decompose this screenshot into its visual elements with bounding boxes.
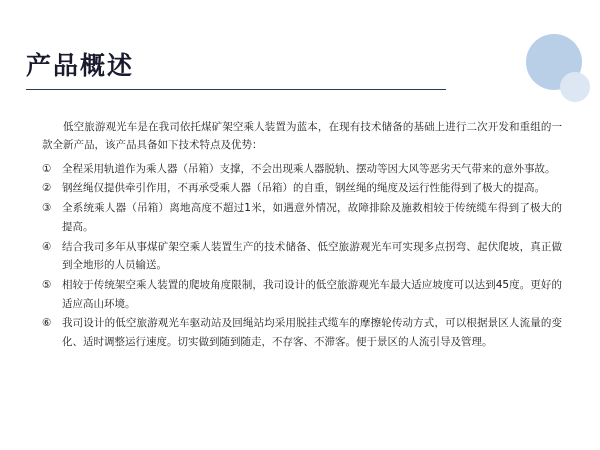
list-marker: ③ — [42, 202, 52, 215]
title-block — [26, 52, 446, 90]
title-underline — [26, 89, 446, 90]
page-title: 产品概述 — [26, 51, 135, 80]
list-marker: ⑥ — [42, 317, 52, 330]
list-item — [42, 314, 562, 351]
intro-paragraph: 低空旅游观光车是在我司依托煤矿架空乘人装置为蓝本，在现有技术储备的基础上进行二次开发和重组的一款全新产品，该产品具备如下技术特点及优势： — [42, 121, 562, 152]
list-marker: ② — [42, 182, 52, 195]
list-marker: ① — [42, 162, 52, 175]
feature-list — [42, 160, 562, 352]
body-content — [42, 118, 562, 353]
list-item-text: 全系统乘人器（吊箱）离地高度不超过1米，如遇意外情况，故障排除及施救相较于传统缆车得到了极大的提高。 — [62, 202, 562, 233]
list-item — [42, 179, 562, 198]
list-marker: ④ — [42, 240, 52, 253]
list-item-text: 结合我司多年从事煤矿架空乘人装置生产的技术储备、低空旅游观光车可实现多点拐弯、起伏爬坡，真正做到全地形的人员输送。 — [62, 240, 562, 272]
decorative-circles — [460, 0, 600, 120]
list-item-text: 钢丝绳仅提供牵引作用，不再承受乘人器（吊箱）的自重，钢丝绳的绳度及运行性能得到了极大的提高。 — [62, 182, 545, 195]
list-item — [42, 276, 562, 313]
list-item-text: 相较于传统架空乘人装置的爬坡角度限制，我司设计的低空旅游观光车最大适应坡度可以达到45度。更好的适应高山环境。 — [62, 278, 562, 310]
list-item — [42, 238, 562, 275]
list-marker: ⑤ — [42, 278, 52, 291]
list-item — [42, 160, 562, 179]
circle-large-icon — [526, 34, 582, 90]
circle-small-icon — [560, 72, 590, 102]
list-item — [42, 199, 562, 236]
list-item-text: 全程采用轨道作为乘人器（吊箱）支撑，不会出现乘人器脱轨、摆动等因大风等恶劣天气带来的意外事故。 — [62, 162, 556, 175]
list-item-text: 我司设计的低空旅游观光车驱动站及回绳站均采用脱挂式缆车的摩擦轮传动方式，可以根据景区人流量的变化、适时调整运行速度。切实做到随到随走，不存客、不滞客。便于景区的人流引导及管理。 — [62, 317, 562, 348]
